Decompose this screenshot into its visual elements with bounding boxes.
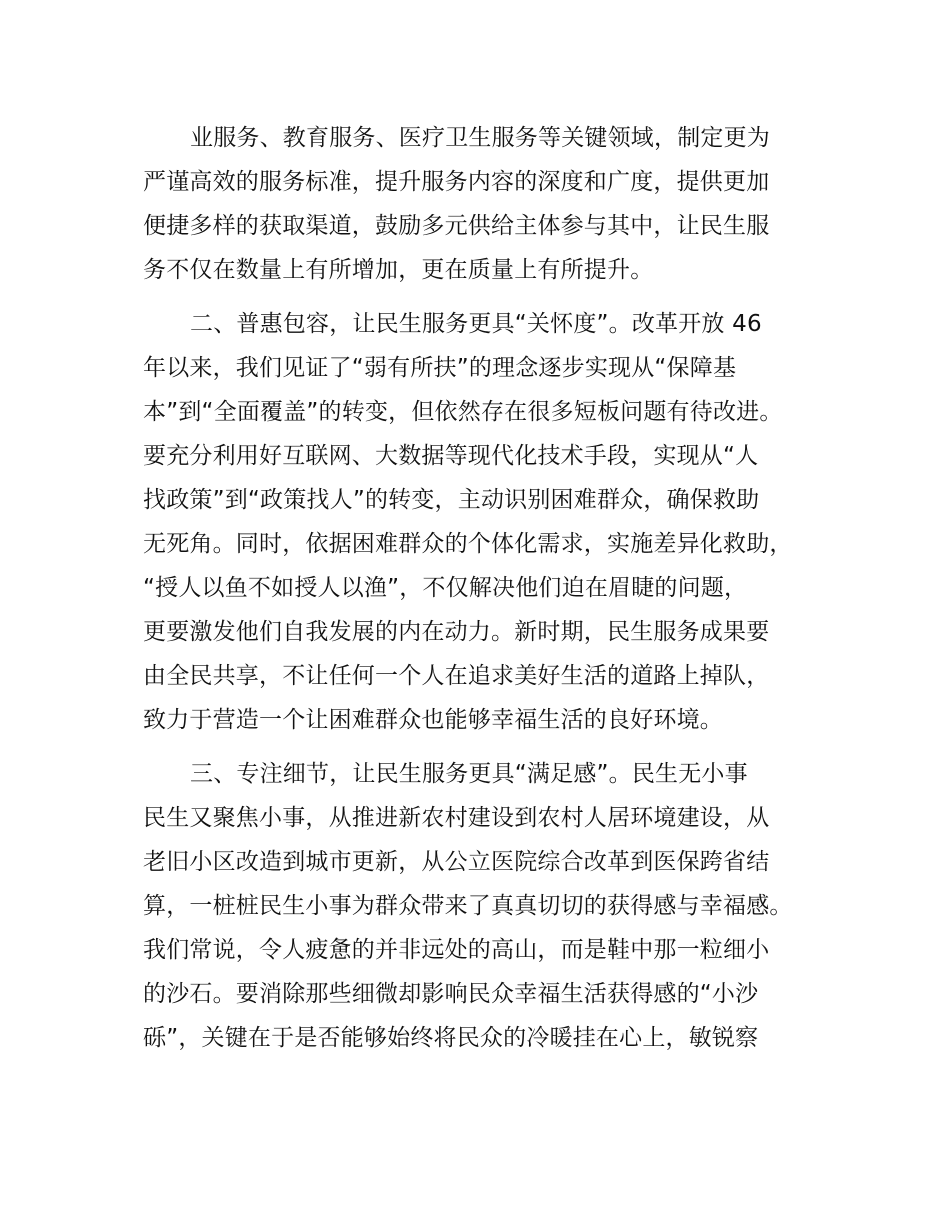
paragraph-2-line-1: 二、普惠包容，让民生服务更具“关怀度”。改革开放 46 bbox=[190, 311, 762, 337]
paragraph-3-line-2: 民生又聚焦小事，从推进新农村建设到农村人居环境建设，从 bbox=[143, 805, 770, 831]
paragraph-3-line-1: 三、专注细节，让民生服务更具“满足感”。民生无小事 bbox=[190, 761, 748, 787]
paragraph-2-line-8: 更要激发他们自我发展的内在动力。新时期，民生服务成果要 bbox=[143, 619, 770, 645]
paragraph-2-line-3: 本”到“全面覆盖”的转变，但依然存在很多短板问题有待改进。 bbox=[143, 399, 783, 425]
paragraph-2-line-4: 要充分利用好互联网、大数据等现代化技术手段，实现从“人 bbox=[143, 443, 759, 469]
paragraph-1-line-1: 业服务、教育服务、医疗卫生服务等关键领域，制定更为 bbox=[190, 125, 770, 151]
paragraph-2-line-10: 致力于营造一个让困难群众也能够幸福生活的良好环境。 bbox=[143, 707, 723, 733]
paragraph-2-line-5: 找政策”到“政策找人”的转变，主动识别困难群众，确保救助 bbox=[143, 487, 760, 513]
paragraph-2-line-2: 年以来，我们见证了“弱有所扶”的理念逐步实现从“保障基 bbox=[143, 355, 737, 381]
paragraph-1-line-3: 便捷多样的获取渠道，鼓励多元供给主体参与其中，让民生服 bbox=[143, 213, 770, 239]
paragraph-2-line-6: 无死角。同时，依据困难群众的个体化需求，实施差异化救助， bbox=[143, 531, 793, 557]
paragraph-1-line-4: 务不仅在数量上有所增加，更在质量上有所提升。 bbox=[143, 257, 654, 283]
paragraph-3-line-7: 砾”，关键在于是否能够始终将民众的冷暖挂在心上，敏锐察 bbox=[143, 1025, 759, 1051]
paragraph-1-line-2: 严谨高效的服务标准，提升服务内容的深度和广度，提供更加 bbox=[143, 169, 770, 195]
paragraph-2-line-7: “授人以鱼不如授人以渔”，不仅解决他们迫在眉睫的问题， bbox=[143, 575, 748, 601]
paragraph-3-line-6: 的沙石。要消除那些细微却影响民众幸福生活获得感的“小沙 bbox=[143, 981, 759, 1007]
paragraph-3-line-4: 算，一桩桩民生小事为群众带来了真真切切的获得感与幸福感。 bbox=[143, 893, 793, 919]
paragraph-2-line-9: 由全民共享，不让任何一个人在追求美好生活的道路上掉队， bbox=[143, 663, 770, 689]
paragraph-3-line-5: 我们常说，令人疲惫的并非远处的高山，而是鞋中那一粒细小 bbox=[143, 937, 770, 963]
paragraph-3-line-3: 老旧小区改造到城市更新，从公立医院综合改革到医保跨省结 bbox=[143, 849, 770, 875]
